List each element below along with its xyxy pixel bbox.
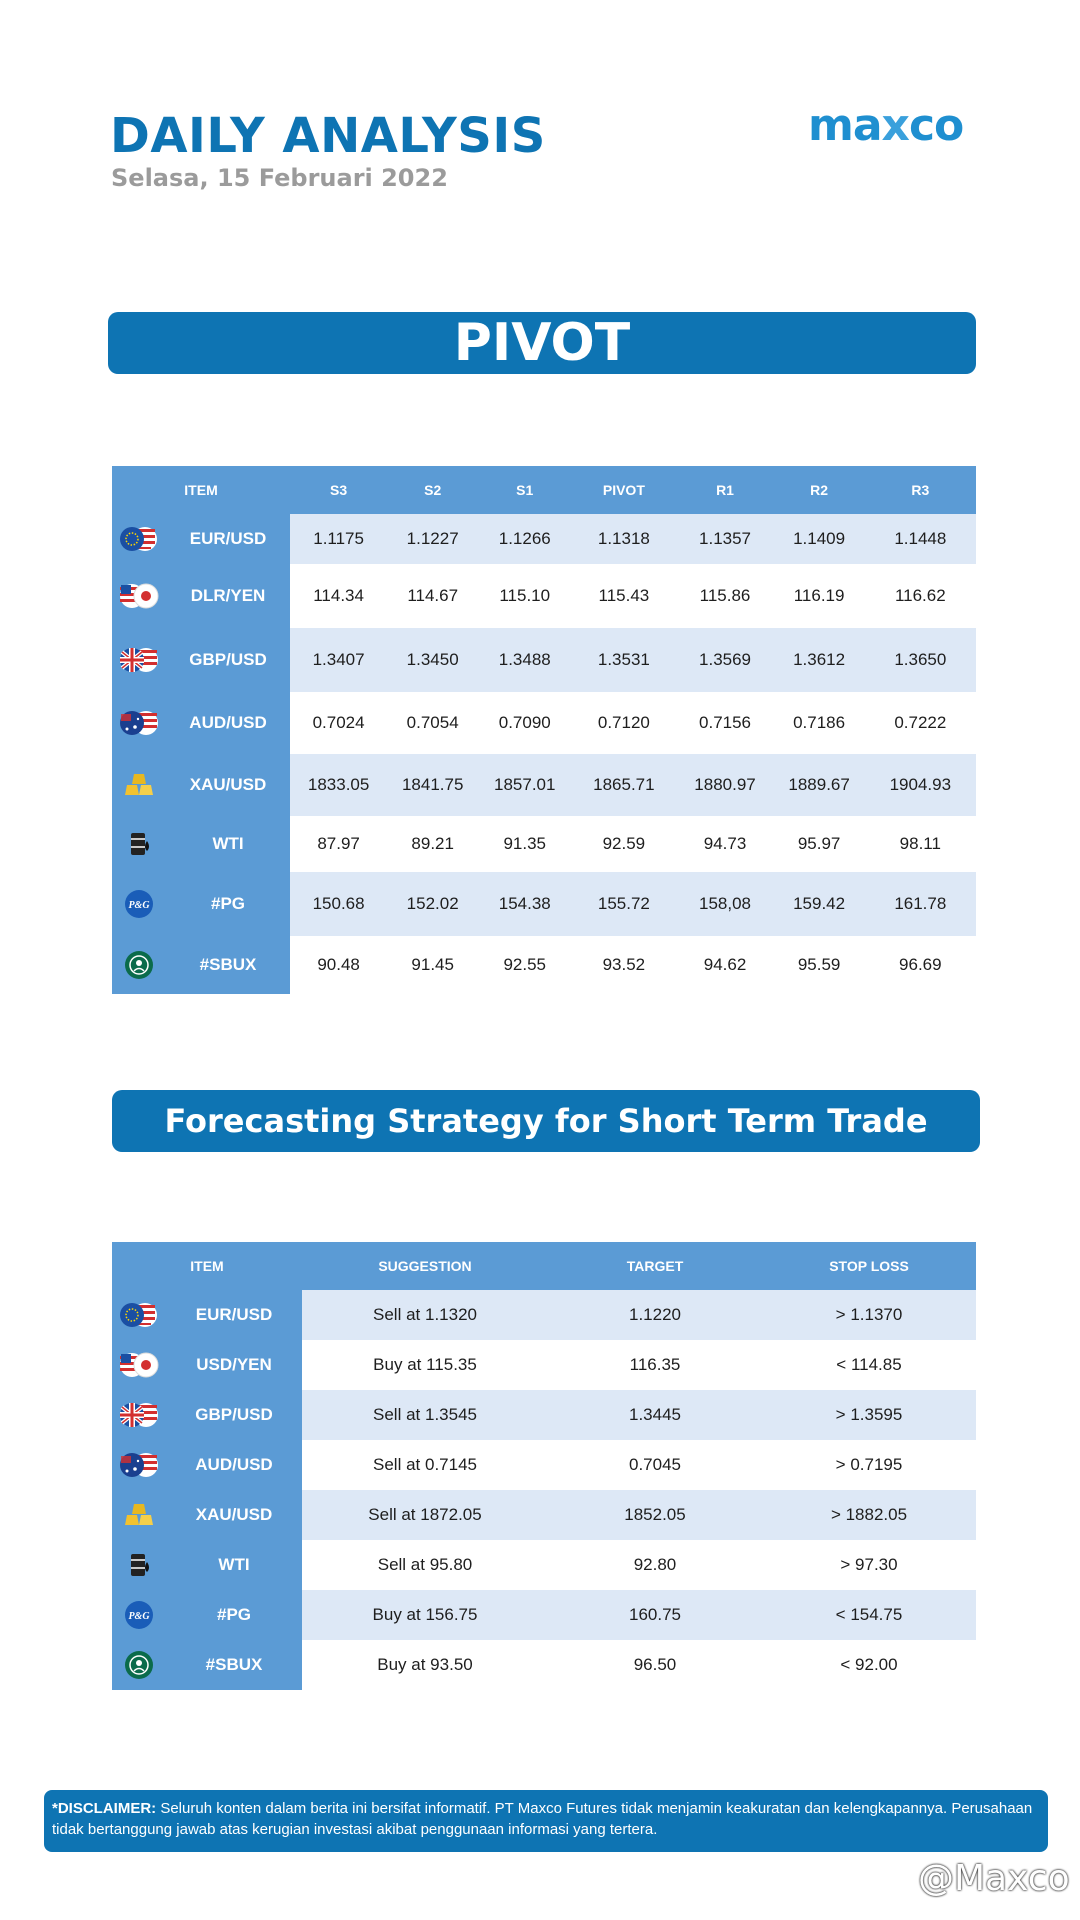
pivot-cell-r1: 1880.97 <box>676 754 773 816</box>
forecast-cell-stop-loss: > 1882.05 <box>762 1490 976 1540</box>
page-title: DAILY ANALYSIS <box>110 108 546 164</box>
forecast-cell-suggestion: Sell at 1.1320 <box>302 1290 548 1340</box>
pivot-cell-pivot: 115.43 <box>571 564 676 628</box>
pivot-cell-s1: 115.10 <box>478 564 571 628</box>
pivot-row-wti <box>112 816 976 872</box>
pivot-cell-s3: 1.3407 <box>290 628 387 692</box>
pivot-cell-r2: 1.3612 <box>774 628 865 692</box>
pivot-cell-s2: 0.7054 <box>387 692 478 754</box>
forecast-cell-stop-loss: > 0.7195 <box>762 1440 976 1490</box>
us-eu-flag-icon <box>112 1302 166 1328</box>
forecast-cell-suggestion: Sell at 1.3545 <box>302 1390 548 1440</box>
forecast-item-cell <box>112 1440 302 1490</box>
pivot-cell-s3: 1833.05 <box>290 754 387 816</box>
pivot-cell-s3: 90.48 <box>290 936 387 994</box>
us-jp-flag-icon <box>112 583 166 609</box>
forecast-item-label: AUD/USD <box>195 1455 273 1474</box>
pivot-cell-r2: 0.7186 <box>774 692 865 754</box>
forecast-cell-target: 92.80 <box>548 1540 762 1590</box>
gold-bars-icon <box>112 1501 166 1529</box>
uk-us-flag-icon <box>112 1402 166 1428</box>
logo-text-x: x <box>881 100 909 151</box>
pivot-cell-r2: 95.97 <box>774 816 865 872</box>
uk-us-flag-icon <box>112 647 166 673</box>
forecast-row-usd-yen <box>112 1340 976 1390</box>
pivot-item-cell <box>112 564 290 628</box>
pivot-item-label: EUR/USD <box>189 529 267 548</box>
pivot-item-label: WTI <box>212 834 244 853</box>
pivot-item-label: #SBUX <box>199 955 257 974</box>
pg-logo-icon <box>112 1599 166 1631</box>
forecast-table <box>112 1242 976 1690</box>
forecast-item-cell <box>112 1540 302 1590</box>
pivot-cell-r3: 0.7222 <box>865 692 976 754</box>
forecast-row-aud-usd <box>112 1440 976 1490</box>
pivot-item-label: DLR/YEN <box>190 586 266 605</box>
pivot-cell-s1: 154.38 <box>478 872 571 936</box>
pivot-cell-pivot: 1865.71 <box>571 754 676 816</box>
pivot-item-label: GBP/USD <box>189 650 267 669</box>
pivot-cell-s1: 1.1266 <box>478 514 571 564</box>
au-us-flag-icon <box>112 710 166 736</box>
pivot-cell-pivot: 155.72 <box>571 872 676 936</box>
forecast-cell-target: 1.1220 <box>548 1290 762 1340</box>
pivot-item-label: AUD/USD <box>189 713 267 732</box>
forecast-cell-target: 1852.05 <box>548 1490 762 1540</box>
forecast-item-label: #SBUX <box>205 1655 263 1674</box>
pivot-cell-r1: 158,08 <box>676 872 773 936</box>
forecast-cell-target: 96.50 <box>548 1640 762 1690</box>
pivot-table <box>112 466 976 994</box>
forecast-banner: Forecasting Strategy for Short Term Trade <box>112 1090 980 1152</box>
forecast-cell-stop-loss: > 1.1370 <box>762 1290 976 1340</box>
pivot-cell-pivot: 92.59 <box>571 816 676 872</box>
forecast-col-target: TARGET <box>548 1242 762 1290</box>
forecast-cell-suggestion: Sell at 1872.05 <box>302 1490 548 1540</box>
forecast-item-cell <box>112 1340 302 1390</box>
forecast-item-cell <box>112 1390 302 1440</box>
forecast-cell-stop-loss: < 92.00 <box>762 1640 976 1690</box>
forecast-item-label: EUR/USD <box>195 1305 273 1324</box>
forecast-item-label: USD/YEN <box>196 1355 272 1374</box>
pivot-cell-pivot: 1.3531 <box>571 628 676 692</box>
pivot-cell-pivot: 0.7120 <box>571 692 676 754</box>
pivot-cell-s3: 0.7024 <box>290 692 387 754</box>
pivot-cell-pivot: 1.1318 <box>571 514 676 564</box>
pivot-cell-r3: 98.11 <box>865 816 976 872</box>
us-eu-flag-icon <box>112 526 166 552</box>
pivot-cell-s2: 1841.75 <box>387 754 478 816</box>
forecast-item-cell <box>112 1290 302 1340</box>
watermark <box>880 1858 1070 1899</box>
pivot-cell-s1: 0.7090 <box>478 692 571 754</box>
disclaimer-label: *DISCLAIMER: <box>52 1800 157 1817</box>
pivot-cell-r2: 95.59 <box>774 936 865 994</box>
pivot-cell-s1: 1857.01 <box>478 754 571 816</box>
pivot-cell-r3: 161.78 <box>865 872 976 936</box>
oil-barrel-icon <box>112 829 166 859</box>
pivot-cell-s2: 152.02 <box>387 872 478 936</box>
pivot-item-cell <box>112 872 290 936</box>
pivot-cell-s1: 1.3488 <box>478 628 571 692</box>
pivot-item-cell <box>112 514 290 564</box>
oil-barrel-icon <box>112 1550 166 1580</box>
forecast-col-suggestion: SUGGESTION <box>302 1242 548 1290</box>
pivot-cell-r1: 0.7156 <box>676 692 773 754</box>
starbucks-logo-icon <box>112 949 166 981</box>
forecast-row-sbux <box>112 1640 976 1690</box>
disclaimer-text: Seluruh konten dalam berita ini bersifat informatif. PT Maxco Futures tidak menjamin keakuratan dan kelengkapannya. Perusahaan tidak bertanggung jawab atas kerugian investasi akibat penggunaan informasi yang tertera. <box>52 1800 1033 1838</box>
pivot-cell-s2: 114.67 <box>387 564 478 628</box>
pivot-row-dlr-yen <box>112 564 976 628</box>
pivot-cell-s2: 89.21 <box>387 816 478 872</box>
forecast-item-label: #PG <box>216 1605 252 1624</box>
logo-text-left: ma <box>808 100 882 151</box>
pivot-row-aud-usd <box>112 692 976 754</box>
pivot-cell-pivot: 93.52 <box>571 936 676 994</box>
gold-bars-icon <box>112 771 166 799</box>
pivot-cell-r1: 115.86 <box>676 564 773 628</box>
disclaimer <box>44 1790 1048 1852</box>
au-us-flag-icon <box>112 1452 166 1478</box>
forecast-item-cell <box>112 1490 302 1540</box>
forecast-row-eur-usd <box>112 1290 976 1340</box>
forecast-cell-stop-loss: > 97.30 <box>762 1540 976 1590</box>
svg-text:P&G: P&G <box>128 1611 150 1622</box>
pivot-cell-r1: 1.3569 <box>676 628 773 692</box>
pivot-item-label: XAU/USD <box>189 775 267 794</box>
pivot-col-s3: S3 <box>290 466 387 514</box>
forecast-col-item: ITEM <box>112 1242 302 1290</box>
pivot-header-row <box>112 466 976 514</box>
forecast-cell-target: 0.7045 <box>548 1440 762 1490</box>
pivot-row-gbp-usd <box>112 628 976 692</box>
pg-logo-icon <box>112 888 166 920</box>
pivot-item-cell <box>112 692 290 754</box>
pivot-col-item: ITEM <box>112 466 290 514</box>
pivot-row-eur-usd <box>112 514 976 564</box>
report-date: Selasa, 15 Februari 2022 <box>111 164 448 192</box>
forecast-header-row <box>112 1242 976 1290</box>
pivot-item-cell <box>112 754 290 816</box>
pivot-cell-r2: 1.1409 <box>774 514 865 564</box>
pivot-item-cell <box>112 936 290 994</box>
pivot-item-cell <box>112 816 290 872</box>
pivot-item-label: #PG <box>211 894 246 913</box>
forecast-cell-target: 116.35 <box>548 1340 762 1390</box>
pivot-cell-s3: 87.97 <box>290 816 387 872</box>
forecast-item-label: WTI <box>218 1555 250 1574</box>
forecast-cell-suggestion: Buy at 93.50 <box>302 1640 548 1690</box>
pivot-cell-s3: 114.34 <box>290 564 387 628</box>
forecast-item-cell <box>112 1640 302 1690</box>
forecast-cell-suggestion: Buy at 156.75 <box>302 1590 548 1640</box>
pivot-cell-s3: 150.68 <box>290 872 387 936</box>
forecast-row-pg <box>112 1590 976 1640</box>
forecast-item-label: XAU/USD <box>195 1505 273 1524</box>
pivot-row-pg <box>112 872 976 936</box>
pivot-cell-r3: 96.69 <box>865 936 976 994</box>
pivot-row-sbux <box>112 936 976 994</box>
pivot-cell-r3: 1904.93 <box>865 754 976 816</box>
logo-text-right: co <box>908 100 964 151</box>
forecast-cell-suggestion: Sell at 0.7145 <box>302 1440 548 1490</box>
watermark-text: @Maxco <box>918 1858 1070 1899</box>
starbucks-logo-icon <box>112 1649 166 1681</box>
forecast-item-cell <box>112 1590 302 1640</box>
pivot-cell-s2: 1.3450 <box>387 628 478 692</box>
forecast-cell-target: 160.75 <box>548 1590 762 1640</box>
forecast-col-stop-loss: STOP LOSS <box>762 1242 976 1290</box>
forecast-row-wti <box>112 1540 976 1590</box>
pivot-col-r3: R3 <box>865 466 976 514</box>
maxco-logo <box>808 100 963 151</box>
forecast-row-xau-usd <box>112 1490 976 1540</box>
pivot-cell-s1: 91.35 <box>478 816 571 872</box>
pivot-col-s2: S2 <box>387 466 478 514</box>
pivot-cell-s3: 1.1175 <box>290 514 387 564</box>
pivot-cell-r2: 159.42 <box>774 872 865 936</box>
weibo-logo-icon <box>880 1862 914 1896</box>
pivot-col-r1: R1 <box>676 466 773 514</box>
pivot-banner: PIVOT <box>108 312 976 374</box>
forecast-cell-stop-loss: > 1.3595 <box>762 1390 976 1440</box>
pivot-cell-r2: 1889.67 <box>774 754 865 816</box>
pivot-cell-s1: 92.55 <box>478 936 571 994</box>
pivot-cell-s2: 91.45 <box>387 936 478 994</box>
forecast-cell-stop-loss: < 114.85 <box>762 1340 976 1390</box>
pivot-cell-r1: 94.73 <box>676 816 773 872</box>
pivot-col-pivot: PIVOT <box>571 466 676 514</box>
pivot-cell-r3: 1.3650 <box>865 628 976 692</box>
pivot-row-xau-usd <box>112 754 976 816</box>
pivot-cell-r1: 1.1357 <box>676 514 773 564</box>
forecast-cell-target: 1.3445 <box>548 1390 762 1440</box>
pivot-cell-s2: 1.1227 <box>387 514 478 564</box>
pivot-cell-r3: 116.62 <box>865 564 976 628</box>
pivot-cell-r1: 94.62 <box>676 936 773 994</box>
svg-text:P&G: P&G <box>128 900 150 911</box>
us-jp-flag-icon <box>112 1352 166 1378</box>
pivot-item-cell <box>112 628 290 692</box>
forecast-row-gbp-usd <box>112 1390 976 1440</box>
forecast-cell-suggestion: Sell at 95.80 <box>302 1540 548 1590</box>
pivot-col-r2: R2 <box>774 466 865 514</box>
pivot-cell-r2: 116.19 <box>774 564 865 628</box>
pivot-col-s1: S1 <box>478 466 571 514</box>
forecast-cell-stop-loss: < 154.75 <box>762 1590 976 1640</box>
forecast-cell-suggestion: Buy at 115.35 <box>302 1340 548 1390</box>
pivot-cell-r3: 1.1448 <box>865 514 976 564</box>
forecast-item-label: GBP/USD <box>195 1405 273 1424</box>
